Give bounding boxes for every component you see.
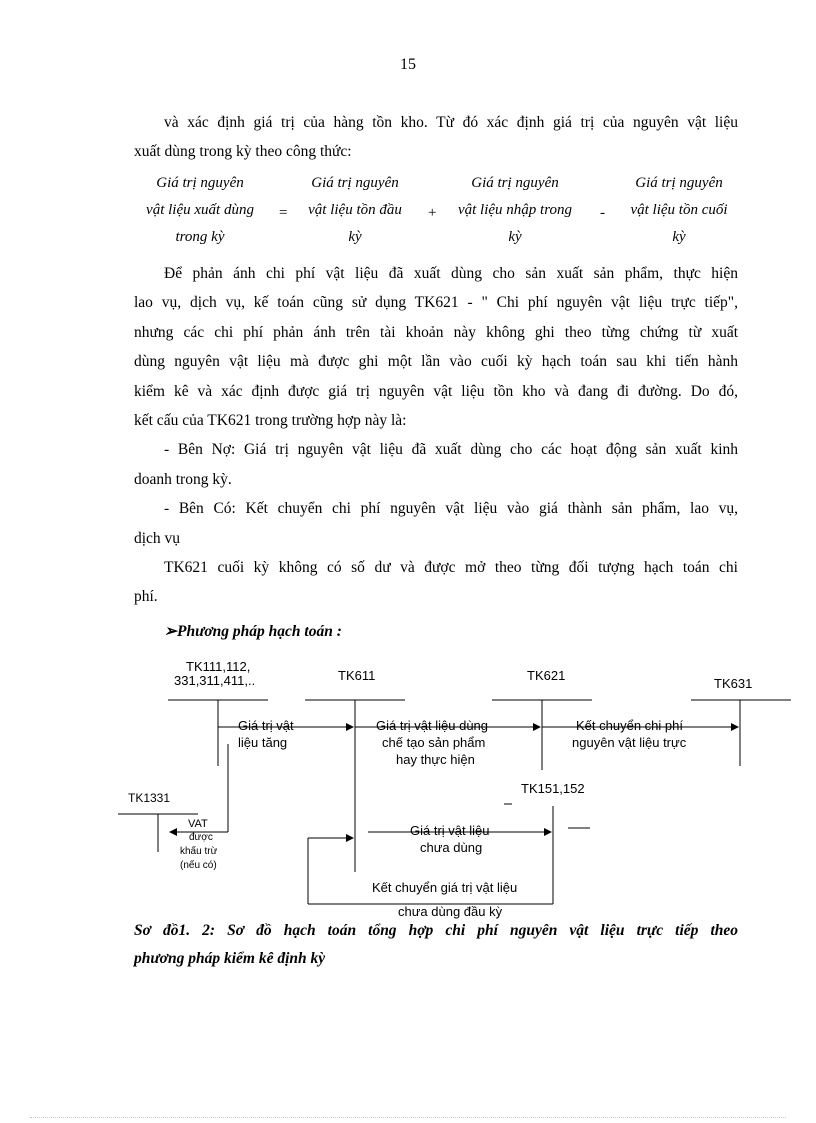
plus-operator: + <box>428 205 437 221</box>
formula-text: Giá trị nguyên <box>311 175 399 191</box>
text-line: dịch vụ <box>134 529 181 547</box>
tk621-label: TK621 <box>527 668 566 683</box>
vat-label: VAT <box>188 818 208 830</box>
text-line: phí. <box>134 588 158 606</box>
tk151-label: TK151,152 <box>521 781 585 796</box>
formula-text: Giá trị nguyên <box>471 175 559 191</box>
text-line: nhưng các chi phí phản ánh trên tài khoản này không ghi theo từng chứng từ xuất <box>134 323 738 341</box>
text-line: TK621 cuối kỳ không có số dư và được mở theo từng đối tượng hạch toán chi <box>164 559 738 577</box>
page-footer-divider <box>30 1117 786 1118</box>
formula-text: kỳ <box>672 229 686 245</box>
equals-operator: = <box>279 205 288 221</box>
text-line: và xác định giá trị của hàng tồn kho. Từ đó xác định giá trị của nguyên vật liệu <box>164 114 738 131</box>
used-label: hay thực hiện <box>396 752 475 767</box>
caption-line: phương pháp kiểm kê định kỳ <box>134 950 326 967</box>
increase-label: Giá trị vật <box>238 718 294 733</box>
page-number: 15 <box>400 56 416 73</box>
formula-text: vật liệu xuất dùng <box>146 202 254 218</box>
carry-label: Kết chuyển giá trị vật liệu <box>372 880 518 895</box>
text-line: lao vụ, dịch vụ, kế toán cũng sử dụng TK621 - " Chi phí nguyên vật liệu trực tiếp", <box>134 294 738 312</box>
formula-text: kỳ <box>508 229 522 245</box>
text-line: dùng nguyên vật liệu mà được ghi một lần vào cuối kỳ hạch toán sau khi tiến hành <box>134 353 738 371</box>
formula-text: vật liệu tồn cuối <box>630 202 728 218</box>
text-line: kết cấu của TK621 trong trường hợp này là: <box>134 412 407 430</box>
vat-label: khấu trừ <box>180 846 218 857</box>
vat-label: được <box>189 832 213 843</box>
text-line: - Bên Nợ: Giá trị nguyên vật liệu đã xuất dùng cho các hoạt động sản xuất kinh <box>164 441 738 459</box>
text-line: kiểm kê và xác định được giá trị nguyên vật liệu tồn kho và đang đi đường. Do đó, <box>134 382 738 400</box>
text-line: - Bên Có: Kết chuyển chi phí nguyên vật liệu vào giá thành sản phẩm, lao vụ, <box>164 500 738 518</box>
unused-label: Giá trị vật liệu <box>410 823 490 838</box>
transfer-label: nguyên vật liệu trực <box>572 735 687 750</box>
formula-text: Giá trị nguyên <box>635 175 723 191</box>
tk111-label: TK111,112, <box>186 659 251 674</box>
increase-label: liệu tăng <box>238 735 288 750</box>
text-line: xuất dùng trong kỳ theo công thức: <box>134 143 352 161</box>
diagram-caption <box>134 917 738 973</box>
tk611-label: TK611 <box>338 668 376 683</box>
formula-text: vật liệu nhập trong <box>457 202 573 218</box>
minus-operator: - <box>600 205 605 221</box>
text-line: Để phản ánh chi phí vật liệu đã xuất dùng cho sản xuất sản phẩm, thực hiện <box>164 265 738 282</box>
unused-label: chưa dùng <box>420 840 483 855</box>
formula-text: Giá trị nguyên <box>156 175 244 191</box>
tk111-label: 331,311,411,.. <box>174 673 256 688</box>
section-heading: ➢Phương pháp hạch toán : <box>164 623 342 640</box>
tk1331-label: TK1331 <box>128 791 171 805</box>
used-label: chế tạo sản phẩm <box>382 735 486 750</box>
carry-label: chưa dùng đầu kỳ <box>398 904 503 919</box>
text-line: doanh trong kỳ. <box>134 470 232 488</box>
formula-text: trong kỳ <box>175 229 225 245</box>
caption-line: Sơ đồ1. 2: Sơ đồ hạch toán tổng hợp chi phí nguyên vật liệu trực tiếp theo <box>134 922 738 939</box>
tk631-label: TK631 <box>714 676 753 691</box>
transfer-label: Kết chuyển chi phí <box>576 718 683 733</box>
used-label: Giá trị vật liệu dùng <box>376 718 489 733</box>
formula-text: vật liệu tồn đầu <box>308 202 402 218</box>
formula-text: kỳ <box>348 229 362 245</box>
vat-label: (nếu có) <box>180 860 217 871</box>
